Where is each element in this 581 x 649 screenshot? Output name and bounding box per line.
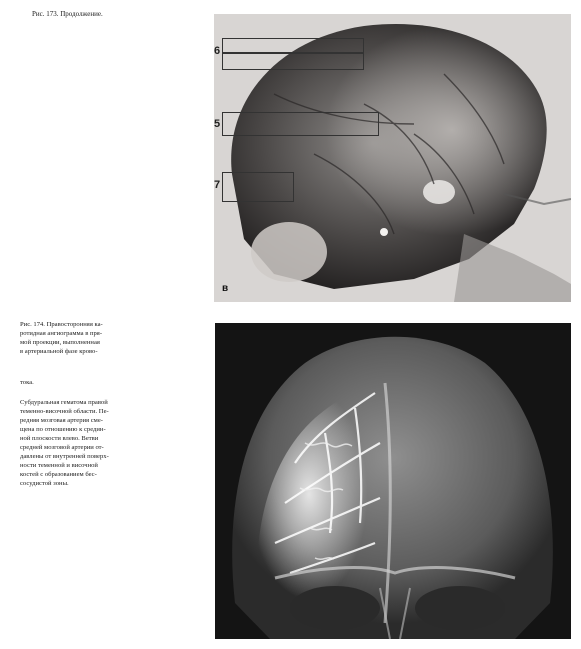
figure-174-caption-body <box>20 398 132 488</box>
callout-label-5: 5 <box>214 118 221 130</box>
caption-body-line: Субдуральная гематома правой <box>20 399 108 406</box>
figure-174-caption-tail: тока. <box>20 379 34 386</box>
caption-body-line: средней мозговой артерии от- <box>20 444 104 451</box>
caption-title-line: Рис. 174. Правосторонняя ка- <box>20 321 103 328</box>
caption-body-line: редняя мозговая артерия сме- <box>20 417 103 424</box>
figure-173-caption: Рис. 173. Продолжение. <box>32 10 103 18</box>
panel-letter: в <box>222 283 229 294</box>
caption-body-line: ной плоскости влево. Ветви <box>20 435 99 442</box>
callout-box-7 <box>222 172 294 202</box>
caption-body-line: щена по отношению к средин- <box>20 426 106 433</box>
callout-label-6: 6 <box>214 45 221 57</box>
caption-body-line: ности теменной и височной <box>20 462 98 469</box>
frontal-angiogram-image <box>215 323 571 639</box>
caption-body-line: сосудистой зоны. <box>20 480 69 487</box>
callout-box-5 <box>222 112 379 136</box>
caption-title-line: мой проекции, выполненная <box>20 339 100 346</box>
caption-title-line: ротидная ангиограмма в пря- <box>20 330 103 337</box>
caption-body-line: давлены от внутренней поверх- <box>20 453 109 460</box>
callout-box-6b <box>222 52 364 70</box>
caption-body-line: теменно-височной области. Пе- <box>20 408 109 415</box>
frontal-angiogram-svg <box>215 323 571 639</box>
caption-body-line: костей с образованием бес- <box>20 471 97 478</box>
caption-title-line: в артериальной фазе крово- <box>20 348 98 355</box>
lateral-angiogram-image <box>214 14 571 302</box>
callout-label-7: 7 <box>214 179 221 191</box>
figure-174-caption-title <box>20 320 132 356</box>
